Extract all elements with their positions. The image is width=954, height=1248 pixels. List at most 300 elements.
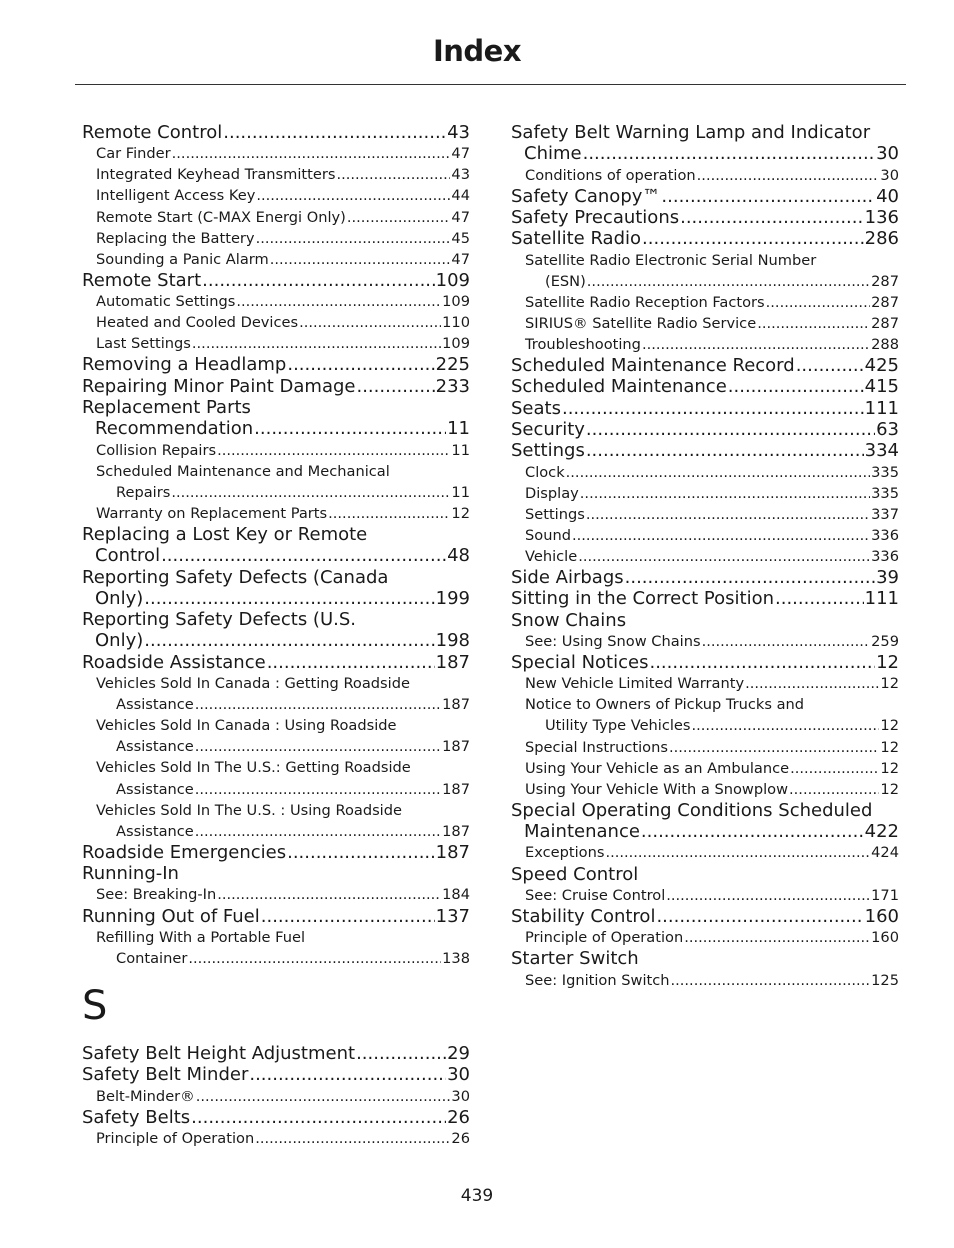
index-entry-text: See: Cruise Control xyxy=(525,886,666,904)
index-entry-text: Notice to Owners of Pickup Trucks and xyxy=(525,696,805,714)
dot-leader xyxy=(256,185,450,206)
index-entry-text: Running-In xyxy=(82,863,179,885)
dot-leader xyxy=(583,143,876,164)
index-entry xyxy=(511,610,899,631)
index-entry-page: 286 xyxy=(864,228,899,250)
index-entry-text: Safety Precautions xyxy=(511,206,680,228)
dot-leader xyxy=(223,122,446,143)
index-entry-page: 160 xyxy=(871,929,899,947)
index-entry-text: Automatic Settings xyxy=(96,293,236,311)
index-entry-page: 26 xyxy=(447,1106,470,1128)
dot-leader xyxy=(649,652,875,673)
index-entry-text: Seats xyxy=(511,397,561,419)
dot-leader xyxy=(188,948,441,969)
index-entry-page: 198 xyxy=(435,630,470,652)
index-entry-text: Using Your Vehicle With a Snowplow xyxy=(525,780,789,798)
dot-leader xyxy=(161,545,446,566)
index-entry xyxy=(82,545,470,566)
index-entry-text: Special Instructions xyxy=(525,738,668,756)
index-entry xyxy=(511,355,899,376)
index-entry xyxy=(82,397,470,418)
index-entry-text: Collision Repairs xyxy=(96,441,217,459)
index-entry xyxy=(511,673,899,694)
index-entry-text: Running Out of Fuel xyxy=(82,905,260,927)
index-entry xyxy=(82,821,470,842)
index-entry-page: 11 xyxy=(451,483,470,501)
index-entry-text: Intelligent Access Key xyxy=(96,187,256,205)
index-entry-page: 225 xyxy=(435,354,470,376)
index-entry-text: Satellite Radio xyxy=(511,228,642,250)
index-entry xyxy=(82,884,470,905)
index-entry-text: Maintenance xyxy=(524,821,640,843)
index-entry-page: 111 xyxy=(864,588,899,610)
index-entry xyxy=(511,165,899,186)
dot-leader xyxy=(587,271,870,292)
dot-leader xyxy=(336,164,450,185)
index-entry-page: 125 xyxy=(871,971,899,989)
index-entry-page: 287 xyxy=(871,314,899,332)
index-entry-text: See: Ignition Switch xyxy=(525,971,670,989)
index-entry-page: 424 xyxy=(871,844,899,862)
dot-leader xyxy=(195,694,441,715)
title-divider xyxy=(75,84,906,85)
dot-leader xyxy=(217,884,441,905)
dot-leader xyxy=(191,1107,446,1128)
index-letter-heading xyxy=(82,969,470,1043)
index-entry-page: 334 xyxy=(864,440,899,462)
dot-leader xyxy=(195,779,441,800)
dot-leader xyxy=(680,207,864,228)
index-entry-page: 425 xyxy=(864,355,899,377)
index-entry-page: 187 xyxy=(442,696,470,714)
index-entry-page: 11 xyxy=(447,418,470,440)
index-entry-page: 12 xyxy=(880,717,899,735)
index-entry xyxy=(511,440,899,461)
dot-leader xyxy=(745,673,879,694)
index-entry-text: Special Notices xyxy=(511,651,649,673)
dot-leader xyxy=(254,418,446,439)
index-entry-text: Repairs xyxy=(116,483,171,501)
index-entry xyxy=(511,143,899,164)
index-entry xyxy=(82,779,470,800)
dot-leader xyxy=(249,1064,446,1085)
index-entry-page: 109 xyxy=(442,293,470,311)
index-entry xyxy=(511,652,899,673)
dot-leader xyxy=(796,355,864,376)
dot-leader xyxy=(669,737,879,758)
index-entry xyxy=(511,715,899,736)
index-entry-page: 12 xyxy=(880,675,899,693)
index-entry-page: 187 xyxy=(442,822,470,840)
index-entry xyxy=(82,249,470,270)
index-entry-page: 109 xyxy=(435,269,470,291)
dot-leader xyxy=(642,334,870,355)
index-entry-page: 171 xyxy=(871,886,899,904)
index-entry-text: Scheduled Maintenance and Mechanical xyxy=(96,462,390,480)
dot-leader xyxy=(625,567,875,588)
index-entry-page: 30 xyxy=(880,166,899,184)
index-entry-text: Control xyxy=(95,545,161,567)
dot-leader xyxy=(572,525,870,546)
index-entry-text: Sound xyxy=(525,526,571,544)
index-entry-text: Car Finder xyxy=(96,145,171,163)
index-entry-page: 336 xyxy=(871,547,899,565)
index-column-right xyxy=(511,122,899,991)
index-entry-text: Exceptions xyxy=(525,844,605,862)
dot-leader xyxy=(202,270,434,291)
index-entry xyxy=(511,694,899,715)
index-entry-text: Only) xyxy=(95,587,144,609)
index-entry-text: Vehicles Sold In Canada : Getting Roadside xyxy=(96,675,410,693)
dot-leader xyxy=(287,354,434,375)
index-entry-text: Satellite Radio Electronic Serial Number xyxy=(525,251,817,269)
dot-leader xyxy=(586,504,870,525)
index-entry xyxy=(511,588,899,609)
index-entry xyxy=(82,800,470,821)
index-entry-page: 43 xyxy=(447,122,470,143)
index-entry-text: Chime xyxy=(524,143,582,165)
dot-leader xyxy=(692,715,880,736)
index-entry-text: Refilling With a Portable Fuel xyxy=(96,928,306,946)
dot-leader xyxy=(580,483,870,504)
dot-leader xyxy=(287,842,435,863)
index-entry-page: 12 xyxy=(876,651,899,673)
index-entry-text: Using Your Vehicle as an Ambulance xyxy=(525,759,790,777)
dot-leader xyxy=(789,779,879,800)
dot-leader xyxy=(702,631,871,652)
index-entry xyxy=(82,1107,470,1128)
index-entry-text: Remote Control xyxy=(82,122,223,143)
index-entry-page: 30 xyxy=(447,1064,470,1086)
index-entry-page: 187 xyxy=(442,738,470,756)
dot-leader xyxy=(661,186,875,207)
index-entry-page: 12 xyxy=(880,738,899,756)
dot-leader xyxy=(261,906,435,927)
dot-leader xyxy=(562,398,864,419)
dot-leader xyxy=(328,503,450,524)
index-entry xyxy=(82,757,470,778)
page-number: 439 xyxy=(460,1186,494,1206)
index-entry-page: 47 xyxy=(451,145,470,163)
index-entry-page: 184 xyxy=(442,886,470,904)
index-entry-text: Removing a Headlamp xyxy=(82,354,287,376)
index-entry-page: 109 xyxy=(442,335,470,353)
index-entry xyxy=(82,228,470,249)
index-column-left xyxy=(82,122,470,1149)
index-entry-text: Remote Start (C-MAX Energi Only) xyxy=(96,208,346,226)
index-entry xyxy=(82,185,470,206)
index-entry-page: 422 xyxy=(864,821,899,843)
index-entry xyxy=(82,312,470,333)
dot-leader xyxy=(697,165,880,186)
index-entry-text: Special Operating Conditions Scheduled xyxy=(511,799,873,821)
dot-leader xyxy=(566,462,870,483)
index-entry-text: Utility Type Vehicles xyxy=(545,717,691,735)
index-entry xyxy=(82,503,470,524)
index-entry xyxy=(82,736,470,757)
index-entry-text: Integrated Keyhead Transmitters xyxy=(96,166,336,184)
index-entry-text: Safety Belt Height Adjustment xyxy=(82,1043,356,1064)
index-entry-page: 199 xyxy=(435,587,470,609)
index-entry xyxy=(511,821,899,842)
index-entry-page: 287 xyxy=(871,293,899,311)
dot-leader xyxy=(605,842,870,863)
dot-leader xyxy=(236,291,441,312)
index-entry-page: 160 xyxy=(864,905,899,927)
dot-leader xyxy=(656,906,863,927)
index-entry-text: Troubleshooting xyxy=(525,335,641,353)
index-entry-text: Settings xyxy=(525,505,585,523)
index-entry xyxy=(511,567,899,588)
index-entry-page: 47 xyxy=(451,208,470,226)
index-entry-text: Principle of Operation xyxy=(96,1129,255,1147)
index-entry-text: Replacement Parts xyxy=(82,397,251,419)
dot-leader xyxy=(195,736,441,757)
index-entry-page: 138 xyxy=(442,949,470,967)
index-entry-page: 187 xyxy=(435,651,470,673)
index-entry xyxy=(82,440,470,461)
index-entry xyxy=(511,376,899,397)
index-entry-text: Reporting Safety Defects (Canada xyxy=(82,566,389,588)
index-entry-text: Conditions of operation xyxy=(525,166,696,184)
dot-leader xyxy=(195,821,441,842)
index-entry-page: 259 xyxy=(871,632,899,650)
index-entry-page: 30 xyxy=(451,1087,470,1105)
index-entry-text: Only) xyxy=(95,630,144,652)
index-entry-page: 288 xyxy=(871,335,899,353)
index-entry xyxy=(511,504,899,525)
index-entry-text: Replacing a Lost Key or Remote xyxy=(82,524,368,545)
dot-leader xyxy=(270,249,451,270)
index-entry-page: 47 xyxy=(451,250,470,268)
index-entry xyxy=(511,292,899,313)
index-entry xyxy=(511,885,899,906)
index-entry-page: 12 xyxy=(880,759,899,777)
index-entry-page: 44 xyxy=(451,187,470,205)
index-entry-page: 110 xyxy=(442,314,470,332)
dot-leader xyxy=(347,207,451,228)
index-entry-text: Assistance xyxy=(116,696,194,714)
dot-leader xyxy=(775,588,864,609)
index-entry-page: 48 xyxy=(447,545,470,567)
index-entry-text: SIRIUS® Satellite Radio Service xyxy=(525,314,757,332)
index-entry xyxy=(511,927,899,948)
index-entry xyxy=(511,800,899,821)
index-entry xyxy=(511,483,899,504)
dot-leader xyxy=(217,440,450,461)
index-entry xyxy=(511,313,899,334)
index-entry xyxy=(511,122,899,143)
index-entry xyxy=(511,419,899,440)
dot-leader xyxy=(192,333,441,354)
dot-leader xyxy=(256,228,451,249)
dot-leader xyxy=(144,588,434,609)
dot-leader xyxy=(586,419,875,440)
index-entry-page: 12 xyxy=(451,504,470,522)
index-entry-text: Remote Start xyxy=(82,269,202,291)
index-entry-text: Snow Chains xyxy=(511,609,627,631)
index-entry xyxy=(511,462,899,483)
index-entry-text: Vehicle xyxy=(525,547,578,565)
index-entry xyxy=(511,948,899,969)
index-entry xyxy=(511,398,899,419)
index-entry xyxy=(82,715,470,736)
dot-leader xyxy=(196,1086,451,1107)
index-entry-text: (ESN) xyxy=(545,272,586,290)
index-entry-text: Vehicles Sold In The U.S. : Using Roadside xyxy=(96,801,402,819)
index-entry xyxy=(82,524,470,545)
index-entry xyxy=(511,864,899,885)
index-entry-page: 30 xyxy=(876,143,899,165)
index-entry xyxy=(82,333,470,354)
index-entry xyxy=(82,270,470,291)
index-entry xyxy=(82,694,470,715)
index-entry-text: Repairing Minor Paint Damage xyxy=(82,375,356,397)
index-entry xyxy=(82,482,470,503)
index-entry xyxy=(511,186,899,207)
dot-leader xyxy=(171,482,450,503)
index-entry xyxy=(82,1086,470,1107)
index-entry xyxy=(511,906,899,927)
index-entry-text: Container xyxy=(116,949,188,967)
index-entry-text: Clock xyxy=(525,463,565,481)
index-entry-page: 336 xyxy=(871,526,899,544)
index-entry-page: 335 xyxy=(871,484,899,502)
index-entry xyxy=(511,737,899,758)
index-entry-page: 39 xyxy=(876,567,899,588)
index-entry-text: Principle of Operation xyxy=(525,929,684,947)
index-entry xyxy=(511,758,899,779)
index-entry-page: 337 xyxy=(871,505,899,523)
index-entry-text: Scheduled Maintenance xyxy=(511,376,727,398)
index-entry xyxy=(82,354,470,375)
index-entry xyxy=(82,948,470,969)
index-entry xyxy=(82,842,470,863)
index-entry xyxy=(82,609,470,630)
index-entry-text: See: Using Snow Chains xyxy=(525,632,701,650)
index-entry-text: Settings xyxy=(511,440,585,462)
index-entry-text: Assistance xyxy=(116,822,194,840)
index-entry xyxy=(82,906,470,927)
index-entry xyxy=(511,631,899,652)
index-entry-page: 136 xyxy=(864,206,899,228)
dot-leader xyxy=(766,292,870,313)
index-entry-text: Roadside Assistance xyxy=(82,651,266,673)
index-entry-text: Warranty on Replacement Parts xyxy=(96,504,328,522)
index-entry-text: Side Airbags xyxy=(511,567,624,588)
dot-leader xyxy=(255,1128,450,1149)
index-entry-page: 63 xyxy=(876,418,899,440)
index-entry-text: Security xyxy=(511,418,585,440)
index-entry-text: S xyxy=(82,983,108,1029)
index-entry-page: 287 xyxy=(871,272,899,290)
index-entry-page: 233 xyxy=(435,375,470,397)
index-entry-page: 43 xyxy=(451,166,470,184)
index-entry xyxy=(82,418,470,439)
index-entry-page: 11 xyxy=(451,441,470,459)
index-entry xyxy=(511,207,899,228)
index-entry-text: Display xyxy=(525,484,579,502)
index-entry-page: 26 xyxy=(451,1129,470,1147)
index-entry-text: New Vehicle Limited Warranty xyxy=(525,675,745,693)
index-entry xyxy=(511,228,899,249)
index-entry xyxy=(511,546,899,567)
dot-leader xyxy=(666,885,870,906)
index-entry xyxy=(82,630,470,651)
index-entry xyxy=(82,652,470,673)
dot-leader xyxy=(172,143,451,164)
index-entry-text: Roadside Emergencies xyxy=(82,841,287,863)
dot-leader xyxy=(356,376,434,397)
dot-leader xyxy=(790,758,879,779)
index-entry-text: Safety Belt Minder xyxy=(82,1064,249,1086)
index-entry-text: Starter Switch xyxy=(511,948,639,970)
dot-leader xyxy=(728,376,864,397)
index-entry xyxy=(82,567,470,588)
index-entry xyxy=(82,376,470,397)
dot-leader xyxy=(641,821,864,842)
index-entry xyxy=(82,291,470,312)
dot-leader xyxy=(299,312,441,333)
index-entry xyxy=(82,143,470,164)
index-entry-text: See: Breaking-In xyxy=(96,886,217,904)
dot-leader xyxy=(671,970,871,991)
index-entry-page: 12 xyxy=(880,780,899,798)
index-entry-text: Scheduled Maintenance Record xyxy=(511,355,795,377)
index-entry xyxy=(82,122,470,143)
index-entry-page: 137 xyxy=(435,905,470,927)
index-entry-text: Vehicles Sold In Canada : Using Roadside xyxy=(96,717,397,735)
index-entry-text: Heated and Cooled Devices xyxy=(96,314,299,332)
dot-leader xyxy=(757,313,870,334)
index-entry-page: 187 xyxy=(442,780,470,798)
index-entry xyxy=(82,863,470,884)
index-entry-text: Safety Canopy™ xyxy=(511,185,661,207)
index-entry-page: 187 xyxy=(435,841,470,863)
index-entry-text: Stability Control xyxy=(511,905,656,927)
index-entry-page: 45 xyxy=(451,229,470,247)
index-entry-page: 335 xyxy=(871,463,899,481)
index-entry xyxy=(511,779,899,800)
dot-leader xyxy=(684,927,870,948)
index-entry xyxy=(82,164,470,185)
index-entry xyxy=(82,1043,470,1064)
index-entry-text: Vehicles Sold In The U.S.: Getting Roadside xyxy=(96,759,411,777)
index-entry-text: Safety Belt Warning Lamp and Indicator xyxy=(511,122,871,143)
index-entry-page: 29 xyxy=(447,1043,470,1064)
index-entry-text: Assistance xyxy=(116,738,194,756)
index-entry xyxy=(82,927,470,948)
dot-leader xyxy=(267,652,435,673)
index-entry xyxy=(82,207,470,228)
index-entry xyxy=(82,588,470,609)
index-entry-text: Last Settings xyxy=(96,335,191,353)
index-entry-text: Satellite Radio Reception Factors xyxy=(525,293,765,311)
index-entry-text: Sitting in the Correct Position xyxy=(511,588,774,610)
index-entry-text: Speed Control xyxy=(511,863,639,885)
page-title: Index xyxy=(432,34,522,68)
dot-leader xyxy=(578,546,870,567)
dot-leader xyxy=(356,1043,446,1064)
index-entry xyxy=(511,525,899,546)
index-entry xyxy=(82,461,470,482)
index-entry-page: 111 xyxy=(864,397,899,419)
dot-leader xyxy=(144,630,434,651)
index-entry xyxy=(511,842,899,863)
index-entry-text: Replacing the Battery xyxy=(96,229,255,247)
index-entry xyxy=(82,1128,470,1149)
index-entry-page: 40 xyxy=(876,185,899,207)
